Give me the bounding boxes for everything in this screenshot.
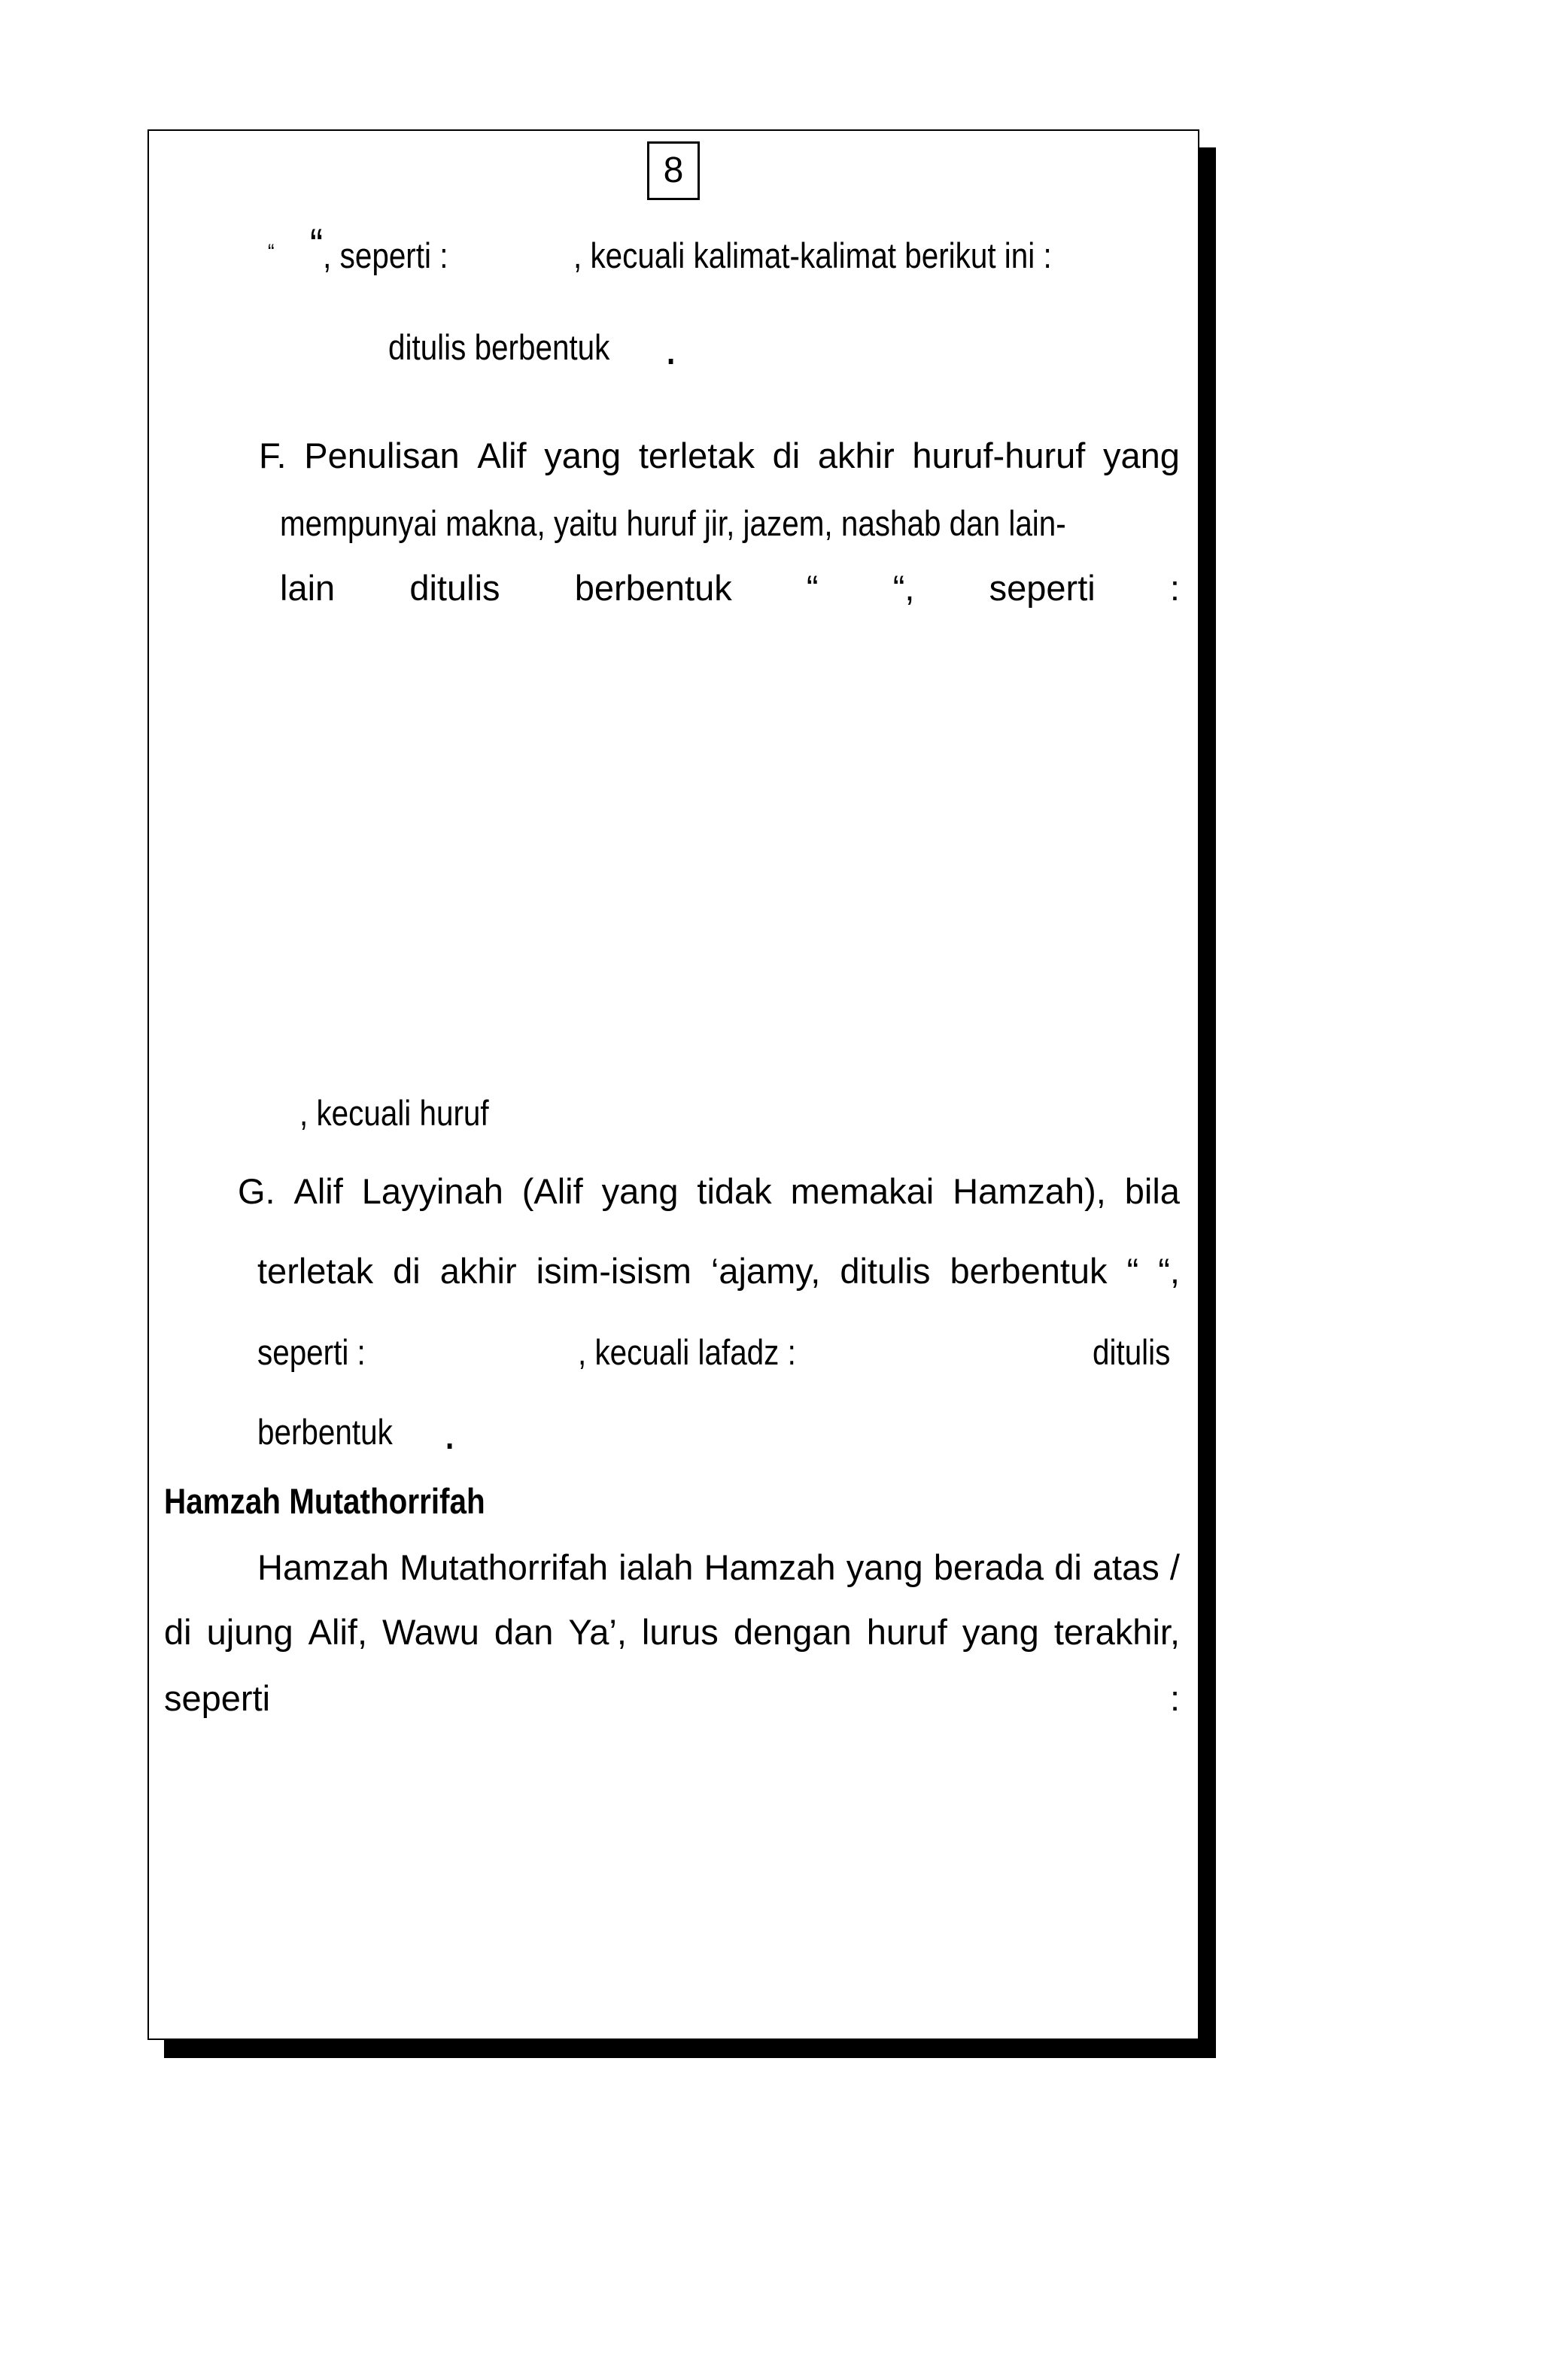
hamzah-line-2-word: yang bbox=[962, 1612, 1039, 1652]
section-f-line-1-word: yang bbox=[1102, 436, 1180, 475]
section-g-line-2-word: berbentuk bbox=[950, 1251, 1108, 1291]
hamzah-line-3-word: : bbox=[1169, 1678, 1180, 1718]
ditulis-berbentuk-text: ditulis berbentuk bbox=[388, 327, 610, 367]
section-g-line-2-word: di bbox=[393, 1251, 421, 1291]
hamzah-line-3 bbox=[164, 1677, 1180, 1720]
hamzah-line-1-word: Hamzah bbox=[257, 1547, 390, 1587]
section-f-line-1 bbox=[259, 435, 1180, 477]
line-1-b bbox=[310, 220, 448, 277]
section-g-line-1-word: Alif bbox=[293, 1171, 343, 1211]
hamzah-line-1-word: di bbox=[1054, 1547, 1082, 1587]
hamzah-line-2-word: Ya’, bbox=[568, 1612, 627, 1652]
kecuali-huruf-text: , kecuali huruf bbox=[299, 1093, 489, 1133]
section-g-line-2-word: akhir bbox=[439, 1251, 517, 1291]
hamzah-heading: Hamzah Mutathorrifah bbox=[164, 1481, 485, 1521]
hamzah-line-3-word: seperti bbox=[164, 1678, 271, 1718]
section-g-line-1-word: bila bbox=[1124, 1171, 1180, 1211]
line-2-dot: . bbox=[667, 332, 676, 372]
section-g-line-2-word: “, bbox=[1158, 1251, 1180, 1291]
hamzah-line-1-word: ialah bbox=[619, 1547, 694, 1587]
line-1-c: , kecuali kalimat-kalimat berikut ini : bbox=[573, 235, 1052, 275]
hamzah-line-1-word: atas bbox=[1092, 1547, 1160, 1587]
section-f-line-3-word: seperti bbox=[989, 568, 1096, 608]
section-g-line-1-word: (Alif bbox=[521, 1171, 583, 1211]
line-2 bbox=[388, 326, 609, 369]
section-f-line-3-word: ditulis bbox=[409, 568, 500, 608]
hamzah-line-1-word: berada bbox=[933, 1547, 1044, 1587]
page-frame bbox=[147, 129, 1199, 2040]
section-g-kecuali: , kecuali lafadz : bbox=[578, 1332, 796, 1372]
section-f-line-1-word: Penulisan bbox=[304, 436, 460, 475]
open-quote: “ bbox=[268, 240, 275, 265]
hamzah-line-2-word: terakhir, bbox=[1053, 1612, 1180, 1652]
page-number: 8 bbox=[647, 141, 700, 200]
hamzah-line-1-word: Hamzah bbox=[704, 1547, 836, 1587]
hamzah-line-2-word: lurus bbox=[641, 1612, 719, 1652]
section-g-berbentuk: berbentuk bbox=[257, 1412, 393, 1452]
section-f-line-3-word: lain bbox=[280, 568, 336, 608]
section-f-line-3-word: “, bbox=[892, 568, 915, 608]
hamzah-line-1-word: Mutathorrifah bbox=[400, 1547, 609, 1587]
section-f-line-1-word: Alif bbox=[477, 436, 527, 475]
hamzah-line-2-word: Alif, bbox=[308, 1612, 368, 1652]
section-f-line-1-word: akhir bbox=[817, 436, 895, 475]
section-f-line-3-word: : bbox=[1169, 568, 1180, 608]
section-g-line-1-word: tidak bbox=[697, 1171, 772, 1211]
section-f-line-1-word: yang bbox=[544, 436, 622, 475]
section-g-line-2-word: isim-isism bbox=[536, 1251, 691, 1291]
section-f-line-3-word: “ bbox=[806, 568, 819, 608]
line-1 bbox=[268, 235, 275, 277]
section-g-line-2-word: ‘ajamy, bbox=[710, 1251, 821, 1291]
hamzah-line-2-word: dan bbox=[494, 1612, 554, 1652]
hamzah-line-1 bbox=[257, 1547, 1180, 1589]
section-g-line-1-word: G. bbox=[238, 1171, 275, 1211]
hamzah-line-2 bbox=[164, 1611, 1180, 1653]
section-g-ditulis: ditulis bbox=[1093, 1332, 1171, 1372]
section-f-line-1-word: di bbox=[772, 436, 801, 475]
section-g-line-2-word: “ bbox=[1126, 1251, 1139, 1291]
hamzah-line-2-word: dengan bbox=[733, 1612, 852, 1652]
section-f-line-1-word: terletak bbox=[638, 436, 755, 475]
section-f-line-2: mempunyai makna, yaitu huruf jir, jazem, nashab dan lain- bbox=[280, 503, 1066, 543]
section-f-line-1-word: F. bbox=[259, 436, 287, 475]
section-g-line-1-word: Hamzah), bbox=[953, 1171, 1106, 1211]
section-g-dot: . bbox=[445, 1416, 454, 1456]
section-g-line-1 bbox=[238, 1170, 1180, 1213]
section-g-line-1-word: memakai bbox=[790, 1171, 935, 1211]
hamzah-line-1-word: / bbox=[1169, 1547, 1180, 1587]
seperti-text: , seperti : bbox=[323, 235, 448, 275]
section-f-line-3 bbox=[280, 567, 1180, 609]
close-quote: “ bbox=[310, 220, 324, 270]
section-g-line-1-word: Layyinah bbox=[361, 1171, 503, 1211]
section-g-line-2-word: ditulis bbox=[840, 1251, 931, 1291]
hamzah-line-1-word: yang bbox=[846, 1547, 923, 1587]
section-g-line-2-word: terletak bbox=[257, 1251, 374, 1291]
hamzah-line-2-word: di bbox=[164, 1612, 192, 1652]
hamzah-line-2-word: ujung bbox=[206, 1612, 293, 1652]
section-g-seperti: seperti : bbox=[257, 1332, 366, 1372]
hamzah-line-2-word: huruf bbox=[866, 1612, 947, 1652]
section-g-line-2 bbox=[257, 1250, 1180, 1292]
section-g-line-1-word: yang bbox=[601, 1171, 679, 1211]
section-f-line-1-word: huruf-huruf bbox=[912, 436, 1086, 475]
section-f-line-3-word: berbentuk bbox=[574, 568, 732, 608]
hamzah-line-2-word: Wawu bbox=[382, 1612, 479, 1652]
